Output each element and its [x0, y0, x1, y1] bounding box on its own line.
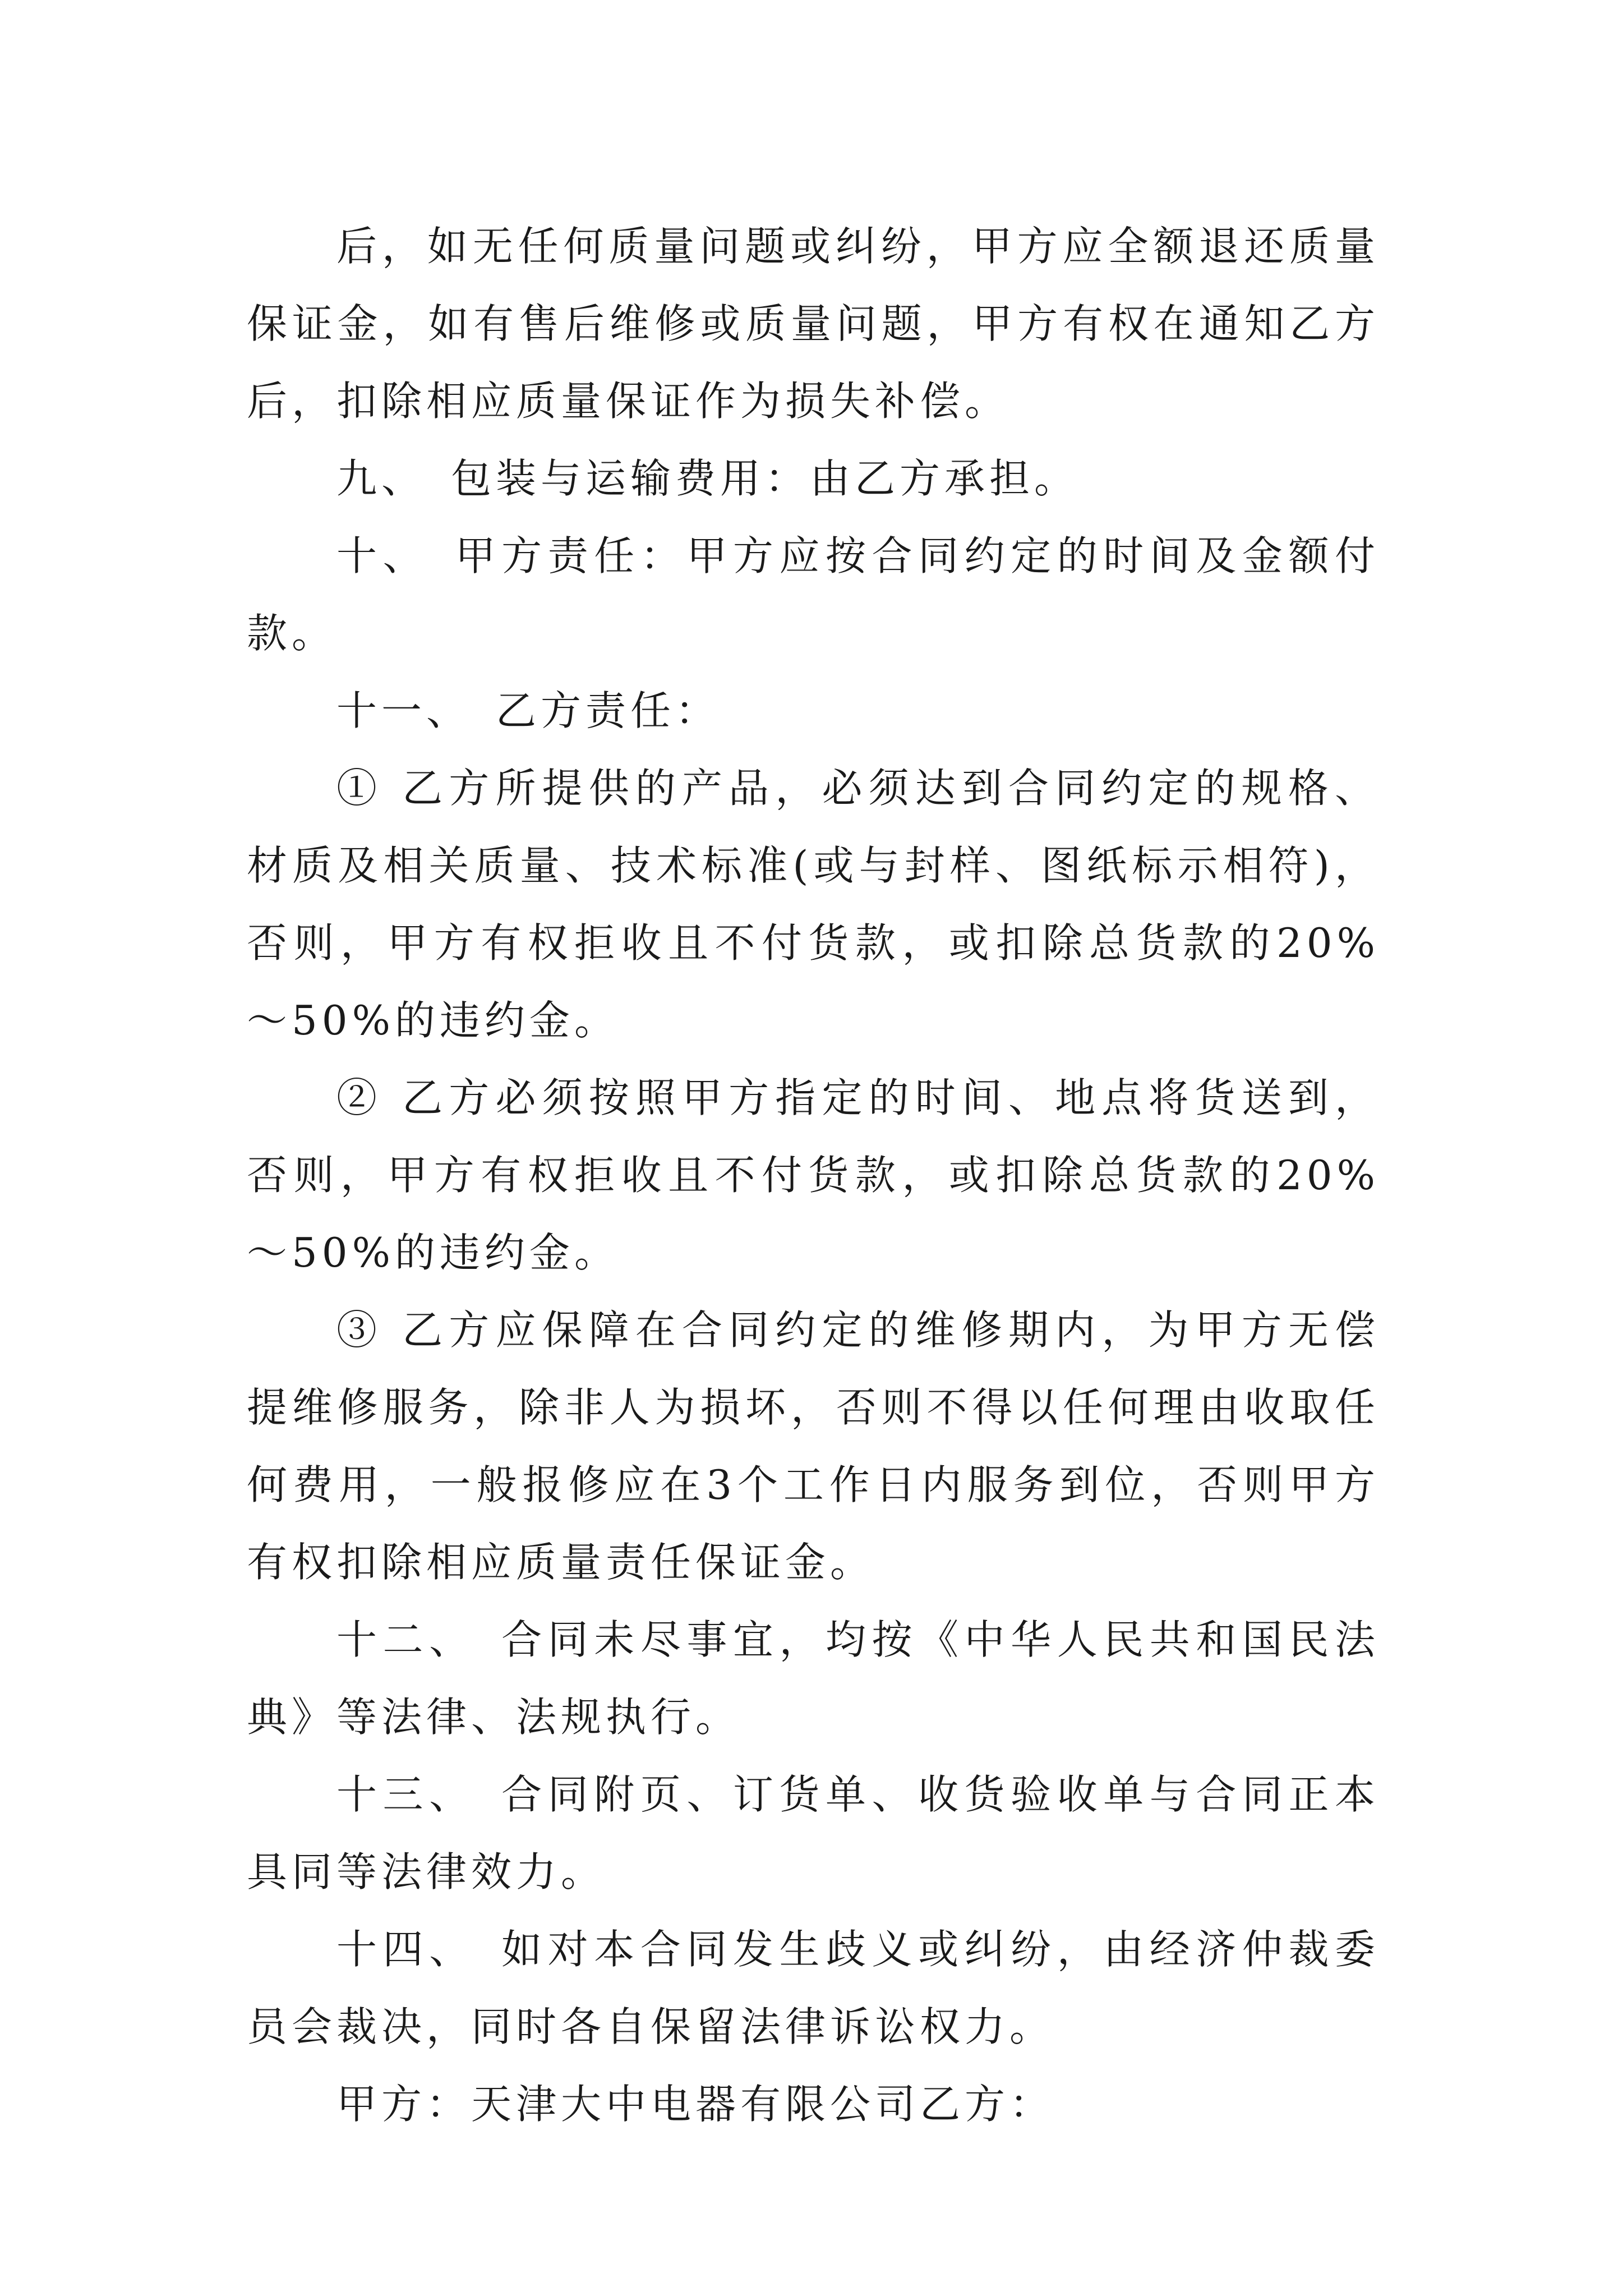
clause-12-governing-law: 十二、 合同未尽事宜，均按《中华人民共和国民法典》等法律、法规执行。	[247, 1616, 1380, 1741]
contract-body	[247, 208, 1380, 2143]
clause-10-party-a-duty: 十、 甲方责任：甲方应按合同约定的时间及金额付款。	[247, 532, 1380, 657]
clause-11-item-1: ① 乙方所提供的产品，必须达到合同约定的规格、材质及相关质量、技术标准(或与封样、图纸标示相符)，否则，甲方有权拒收且不付货款，或扣除总货款的20%～50%的违约金。	[247, 765, 1380, 1044]
clause-13-attachments: 十三、 合同附页、订货单、收货验收单与合同正本具同等法律效力。	[247, 1771, 1380, 1895]
clause-11-item-2: ② 乙方必须按照甲方指定的时间、地点将货送到，否则，甲方有权拒收且不付货款，或扣除总货款的20%～50%的违约金。	[247, 1074, 1380, 1276]
clause-14-disputes: 十四、 如对本合同发生歧义或纠纷，由经济仲裁委员会裁决，同时各自保留法律诉讼权力。	[247, 1926, 1380, 2050]
clause-9-packaging-transport: 九、 包装与运输费用：由乙方承担。	[336, 455, 1080, 502]
clause-11-item-3: ③ 乙方应保障在合同约定的维修期内，为甲方无偿提维修服务，除非人为损坏，否则不得以任何理由收取任何费用，一般报修应在3个工作日内服务到位，否则甲方有权扣除相应质量责任保证金。	[247, 1306, 1380, 1586]
paragraph-quality-deposit: 后，如无任何质量问题或纠纷，甲方应全额退还质量保证金，如有售后维修或质量问题，甲方有权在通知乙方后，扣除相应质量保证作为损失补偿。	[247, 223, 1380, 425]
signature-line: 甲方：天津大中电器有限公司乙方：	[336, 2081, 1055, 2128]
clause-11-party-b-duty: 十一、 乙方责任：	[336, 687, 721, 734]
